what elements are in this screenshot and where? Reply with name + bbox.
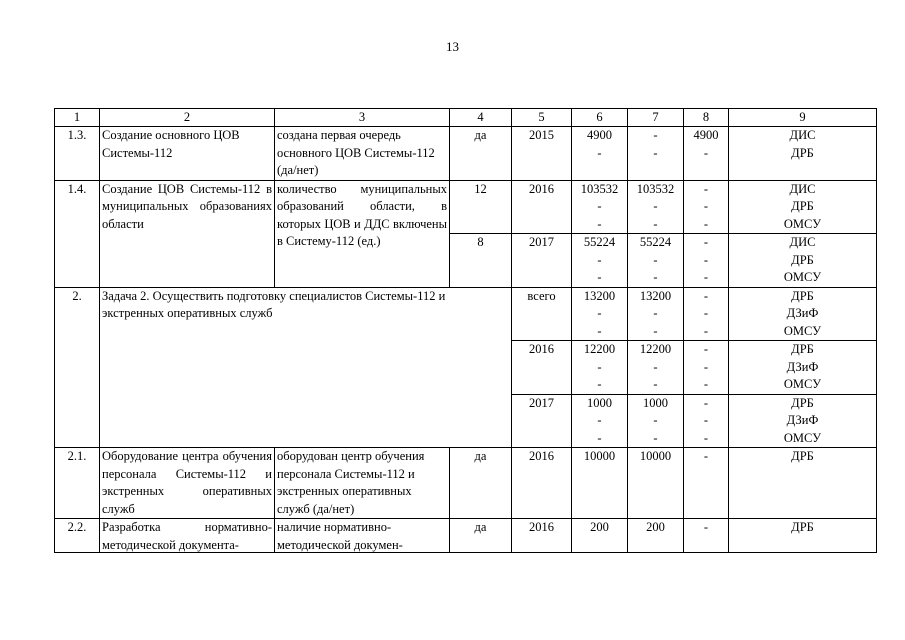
- year: 2015: [512, 127, 572, 181]
- other-amount: -: [684, 448, 729, 519]
- header-cell: 3: [275, 109, 450, 127]
- other-amount: -: [684, 519, 729, 553]
- budget-amount: 12200 - -: [628, 341, 684, 395]
- executors: ДРБ ДЗиФ ОМСУ: [729, 341, 877, 395]
- year: 2016: [512, 448, 572, 519]
- task-title: Задача 2. Осуществить подготовку специалистов Системы-112 и экстренных оперативных служб: [100, 287, 512, 448]
- header-cell: 1: [55, 109, 100, 127]
- event-name: Разработка нормативно-методической документа-: [100, 519, 275, 553]
- row-number: 2.1.: [55, 448, 100, 519]
- budget-amount: 10000: [628, 448, 684, 519]
- header-cell: 8: [684, 109, 729, 127]
- table-row-task-2: [55, 287, 877, 341]
- other-amount: - - -: [684, 180, 729, 234]
- header-cell: 9: [729, 109, 877, 127]
- indicator-value: 12: [450, 180, 512, 234]
- table-row-1-4: [55, 180, 877, 234]
- executors: ДРБ ДЗиФ ОМСУ: [729, 394, 877, 448]
- header-cell: 6: [572, 109, 628, 127]
- indicator-text: наличие нормативно-методической докумен-: [275, 519, 450, 553]
- table-row-2-2: [55, 519, 877, 553]
- total-amount: 200: [572, 519, 628, 553]
- header-row: [55, 109, 877, 127]
- budget-amount: 55224 - -: [628, 234, 684, 288]
- row-number: 1.4.: [55, 180, 100, 287]
- table-row-2-1: [55, 448, 877, 519]
- total-amount: 55224 - -: [572, 234, 628, 288]
- other-amount: - - -: [684, 341, 729, 395]
- table-row-1-3: [55, 127, 877, 181]
- budget-amount: 13200 - -: [628, 287, 684, 341]
- executors: ДИС ДРБ ОМСУ: [729, 234, 877, 288]
- executors: ДИС ДРБ: [729, 127, 877, 181]
- other-amount: - - -: [684, 234, 729, 288]
- budget-amount: 1000 - -: [628, 394, 684, 448]
- event-name: Оборудование центра обучения персонала Системы-112 и экстренных оперативных служб: [100, 448, 275, 519]
- total-amount: 12200 - -: [572, 341, 628, 395]
- program-table: [54, 108, 877, 553]
- indicator-text: количество муниципальных образований области, в которых ЦОВ и ДДС включены в Систему-112 (ед.): [275, 180, 450, 287]
- total-amount: 13200 - -: [572, 287, 628, 341]
- header-cell: 5: [512, 109, 572, 127]
- year: 2016: [512, 341, 572, 395]
- page-number: 13: [446, 39, 459, 54]
- executors: ДРБ: [729, 519, 877, 553]
- indicator-value: 8: [450, 234, 512, 288]
- executors: ДРБ: [729, 448, 877, 519]
- indicator-value: да: [450, 448, 512, 519]
- executors: ДРБ ДЗиФ ОМСУ: [729, 287, 877, 341]
- header-cell: 2: [100, 109, 275, 127]
- total-amount: 4900 -: [572, 127, 628, 181]
- indicator-value: да: [450, 127, 512, 181]
- row-number: 2.: [55, 287, 100, 448]
- total-amount: 1000 - -: [572, 394, 628, 448]
- row-number: 1.3.: [55, 127, 100, 181]
- other-amount: 4900 -: [684, 127, 729, 181]
- other-amount: - - -: [684, 394, 729, 448]
- total-amount: 103532 - -: [572, 180, 628, 234]
- year: 2016: [512, 180, 572, 234]
- row-number: 2.2.: [55, 519, 100, 553]
- event-name: Создание ЦОВ Системы-112 в муниципальных образованиях области: [100, 180, 275, 287]
- year: 2017: [512, 234, 572, 288]
- budget-amount: - -: [628, 127, 684, 181]
- executors: ДИС ДРБ ОМСУ: [729, 180, 877, 234]
- header-cell: 7: [628, 109, 684, 127]
- year: 2016: [512, 519, 572, 553]
- indicator-text: создана первая очередь основного ЦОВ Системы-112 (да/нет): [275, 127, 450, 181]
- header-cell: 4: [450, 109, 512, 127]
- event-name: Создание основного ЦОВ Системы-112: [100, 127, 275, 181]
- budget-amount: 200: [628, 519, 684, 553]
- year: 2017: [512, 394, 572, 448]
- budget-amount: 103532 - -: [628, 180, 684, 234]
- total-amount: 10000: [572, 448, 628, 519]
- indicator-value: да: [450, 519, 512, 553]
- indicator-text: оборудован центр обучения персонала Системы-112 и экстренных оперативных служб (да/нет): [275, 448, 450, 519]
- year: всего: [512, 287, 572, 341]
- other-amount: - - -: [684, 287, 729, 341]
